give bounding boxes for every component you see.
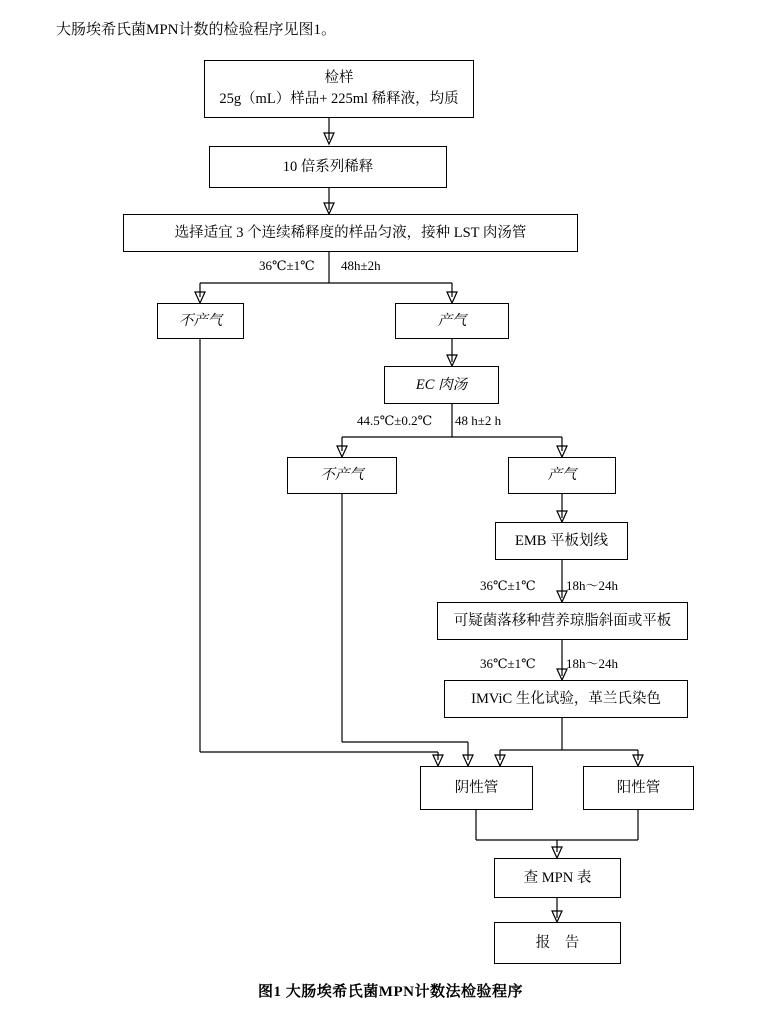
node-dilution: [209, 146, 447, 188]
node-lst-inoculation: [123, 214, 578, 252]
node-gas-ec-line-0: 产气: [547, 467, 577, 483]
node-sample: [204, 60, 474, 118]
node-mpn-table-line-0: 查 MPN 表: [523, 869, 592, 886]
node-gas-lst-line-0: 产气: [437, 312, 467, 329]
node-gas-lst: [395, 303, 509, 339]
node-negative-tube-line-0: 阴性管: [454, 779, 499, 796]
label-lst-temp: 36℃±1℃: [259, 258, 315, 273]
label-ec-temp: 44.5℃±0.2℃: [357, 413, 433, 428]
node-emb-streak-line-0: EMB 平板划线: [514, 532, 609, 549]
node-report: [494, 922, 621, 964]
label-emb-temp: 36℃±1℃: [480, 578, 536, 593]
node-ec-broth: [384, 366, 499, 404]
node-imvic-test-line-0: IMViC 生化试验，革兰氏染色: [471, 690, 661, 707]
node-no-gas-lst: [157, 303, 244, 339]
node-emb-streak: [495, 522, 628, 560]
node-ec-broth-line-0: EC 肉汤: [415, 376, 468, 393]
label-ec-time: 48 h±2 h: [455, 413, 502, 428]
node-no-gas-ec-line-0: 不产气: [320, 467, 364, 483]
node-imvic-test: [444, 680, 688, 718]
label-imvic-time: 18h～24h: [566, 656, 619, 671]
node-positive-tube: [583, 766, 694, 810]
node-mpn-table: [494, 858, 621, 898]
node-sample-line-0: 检样: [324, 70, 354, 86]
node-dilution-line-0: 10 倍系列稀释: [282, 158, 374, 175]
node-gas-ec: [508, 457, 616, 494]
label-lst-time: 48h±2h: [341, 258, 381, 273]
node-no-gas-lst-line-0: 不产气: [178, 312, 223, 329]
node-colony-transfer-line-0: 可疑菌落移种营养琼脂斜面或平板: [453, 612, 672, 629]
node-report-line-0: 报 告: [535, 934, 580, 951]
figure-caption: 图1 大肠埃希氏菌MPN计数法检验程序: [258, 984, 523, 1000]
label-imvic-temp: 36℃±1℃: [480, 656, 536, 671]
node-colony-transfer: [437, 602, 688, 640]
intro-text: 大肠埃希氏菌MPN计数的检验程序见图1。: [56, 22, 337, 38]
node-no-gas-ec: [287, 457, 397, 494]
node-sample-line-1: 25g（mL）样品+ 225ml 稀释液，均质: [219, 91, 459, 107]
node-positive-tube-line-0: 阳性管: [616, 779, 661, 796]
node-negative-tube: [420, 766, 533, 810]
node-lst-inoculation-line-0: 选择适宜 3 个连续稀释度的样品匀液，接种 LST 肉汤管: [174, 224, 527, 241]
label-emb-time: 18h～24h: [566, 578, 619, 593]
